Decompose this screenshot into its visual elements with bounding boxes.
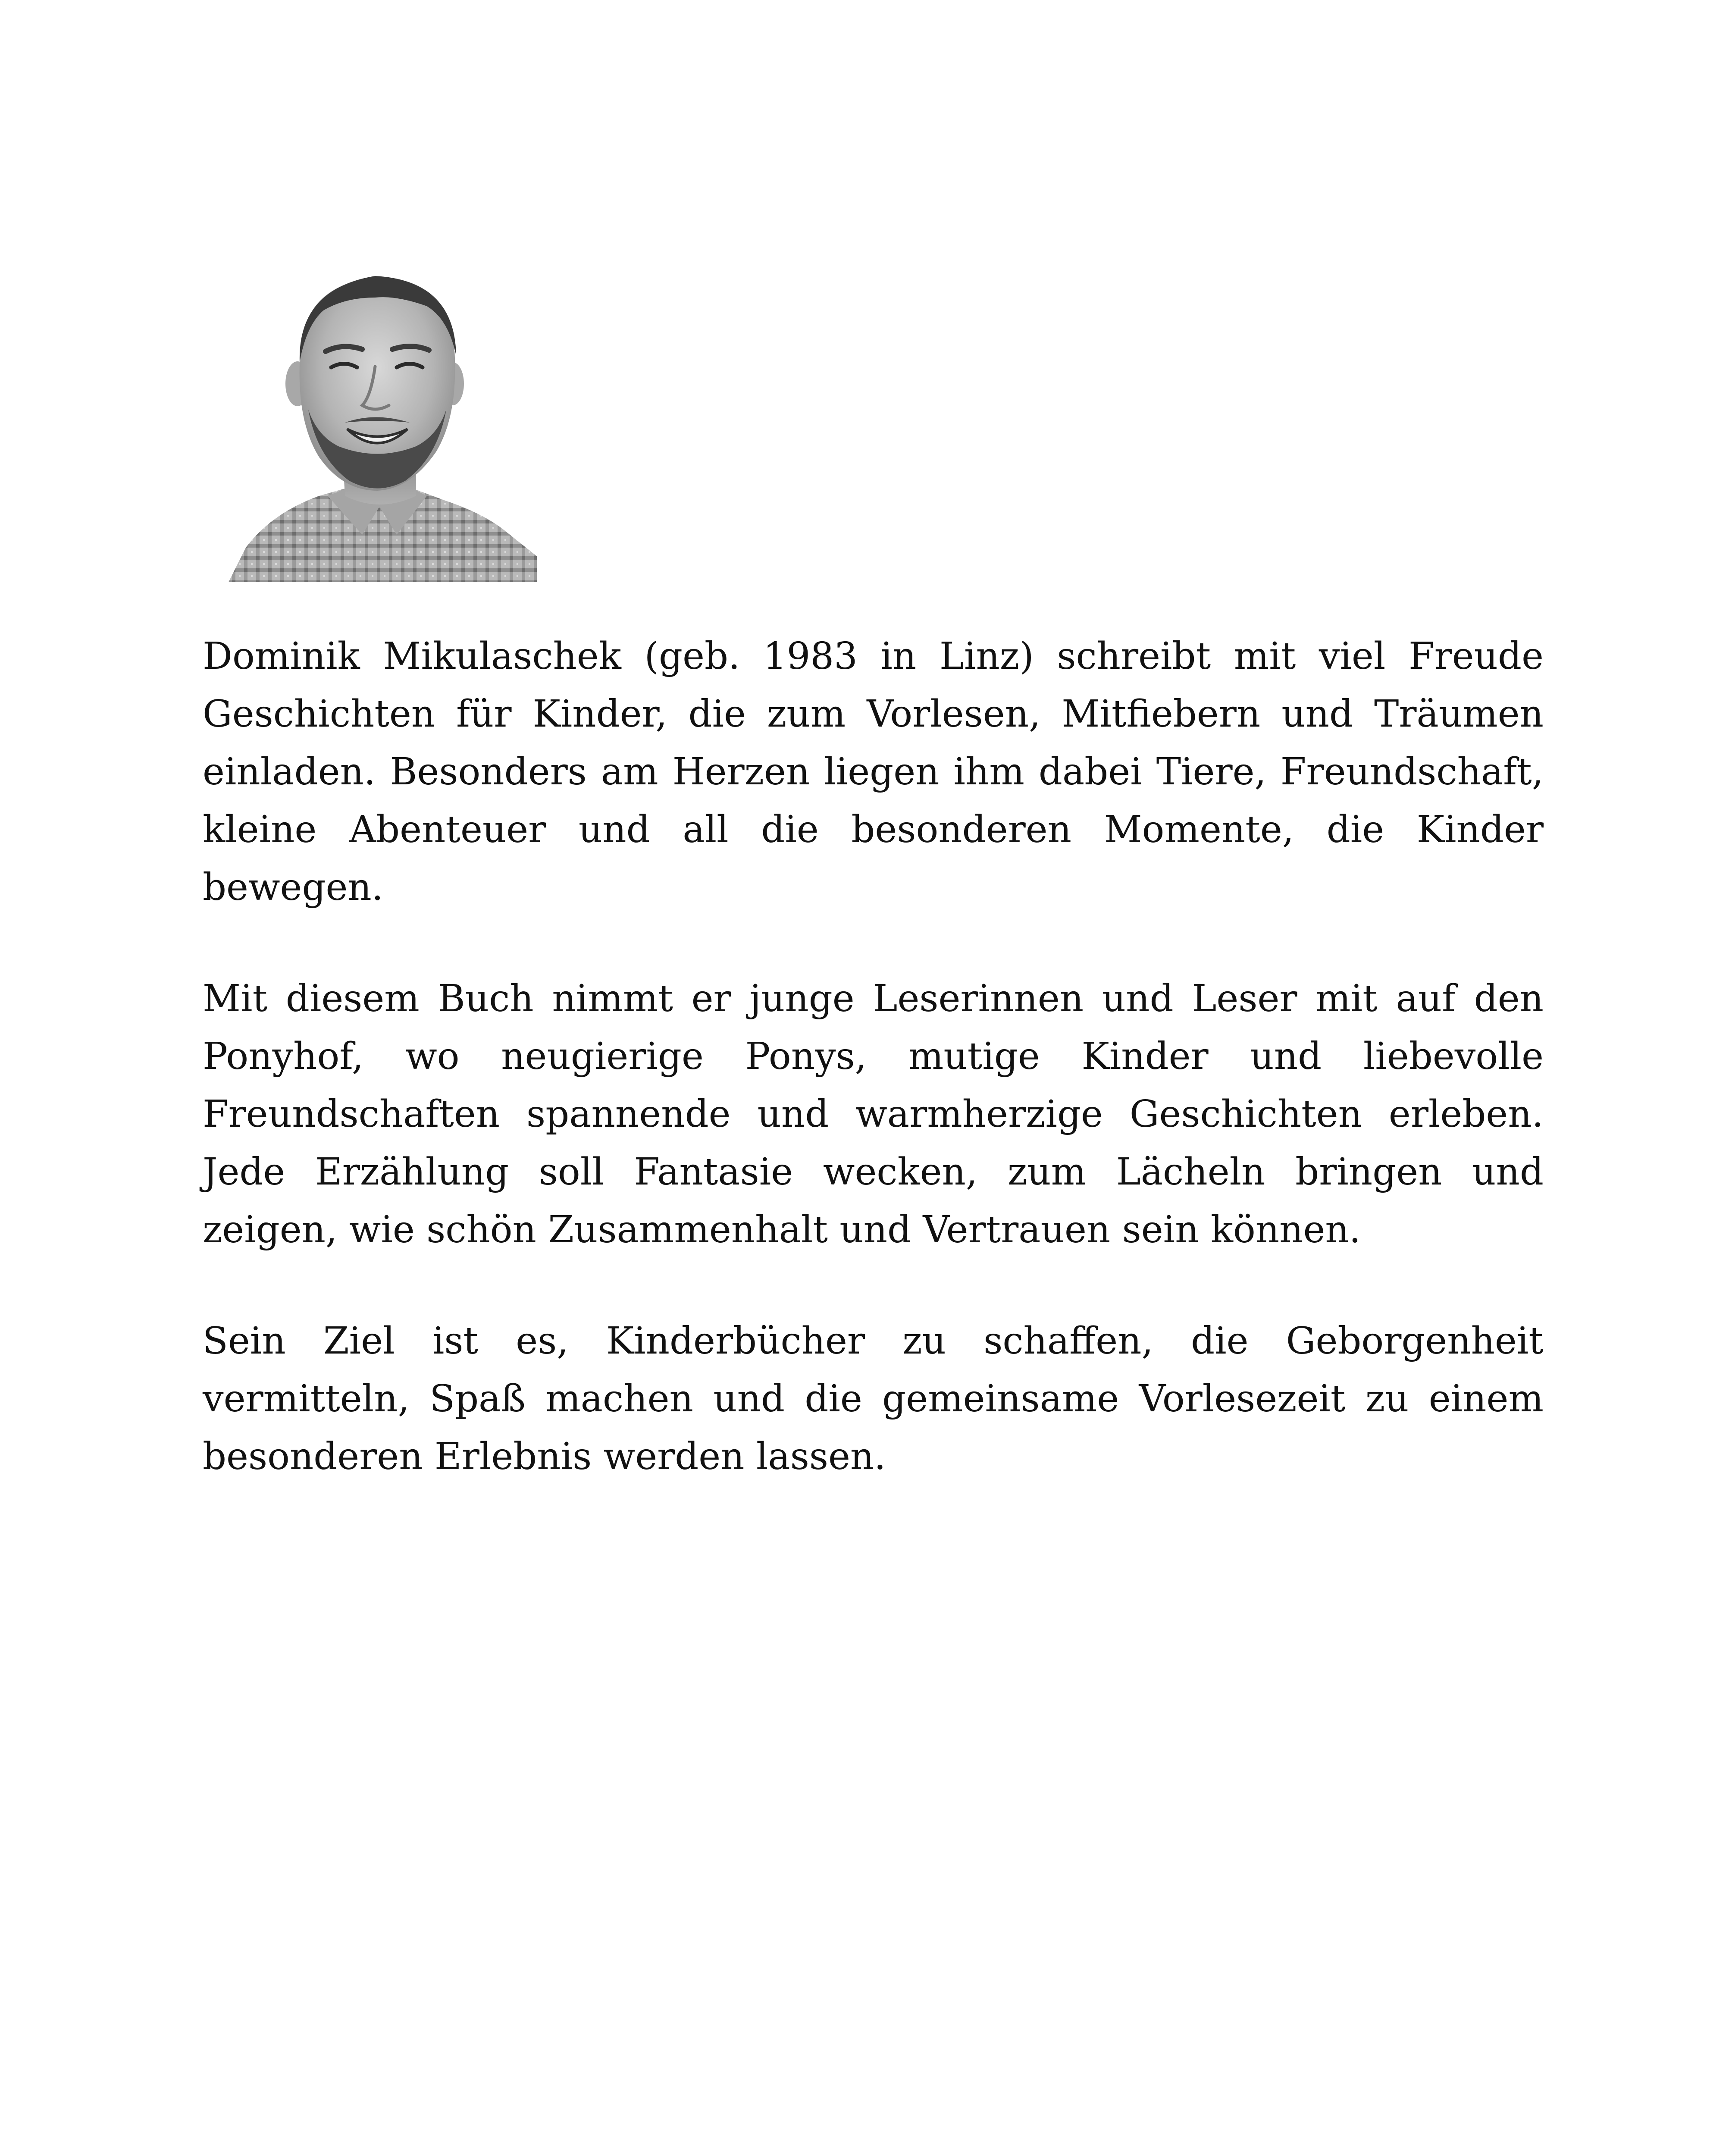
author-portrait-photo: [220, 254, 537, 582]
author-bio: [203, 627, 1544, 1539]
author-portrait: [220, 254, 537, 582]
bio-paragraph-2: Mit diesem Buch nimmt er junge Leserinnen und Leser mit auf den Ponyhof, wo neugierige Ponys, mutige Kinder und liebevolle Freundschaften spannende und warmherzige Geschichten erleben. Jede Erzählung soll Fantasie wecken, zum Lächeln bringen und zeigen, wie schön Zusammenhalt und Vertrauen sein können.: [203, 977, 1544, 1251]
bio-paragraph-3: Sein Ziel ist es, Kinderbücher zu schaffen, die Geborgenheit vermitteln, Spaß machen und die gemeinsame Vorlesezeit zu einem besonderen Erlebnis werden lassen.: [203, 1319, 1544, 1478]
bio-paragraph-1: Dominik Mikulaschek (geb. 1983 in Linz) schreibt mit viel Freude Geschichten für Kinder, die zum Vorlesen, Mitfiebern und Träumen einladen. Besonders am Herzen liegen ihm dabei Tiere, Freundschaft, kleine Abenteuer und all die besonderen Momente, die Kinder bewegen.: [203, 635, 1544, 909]
